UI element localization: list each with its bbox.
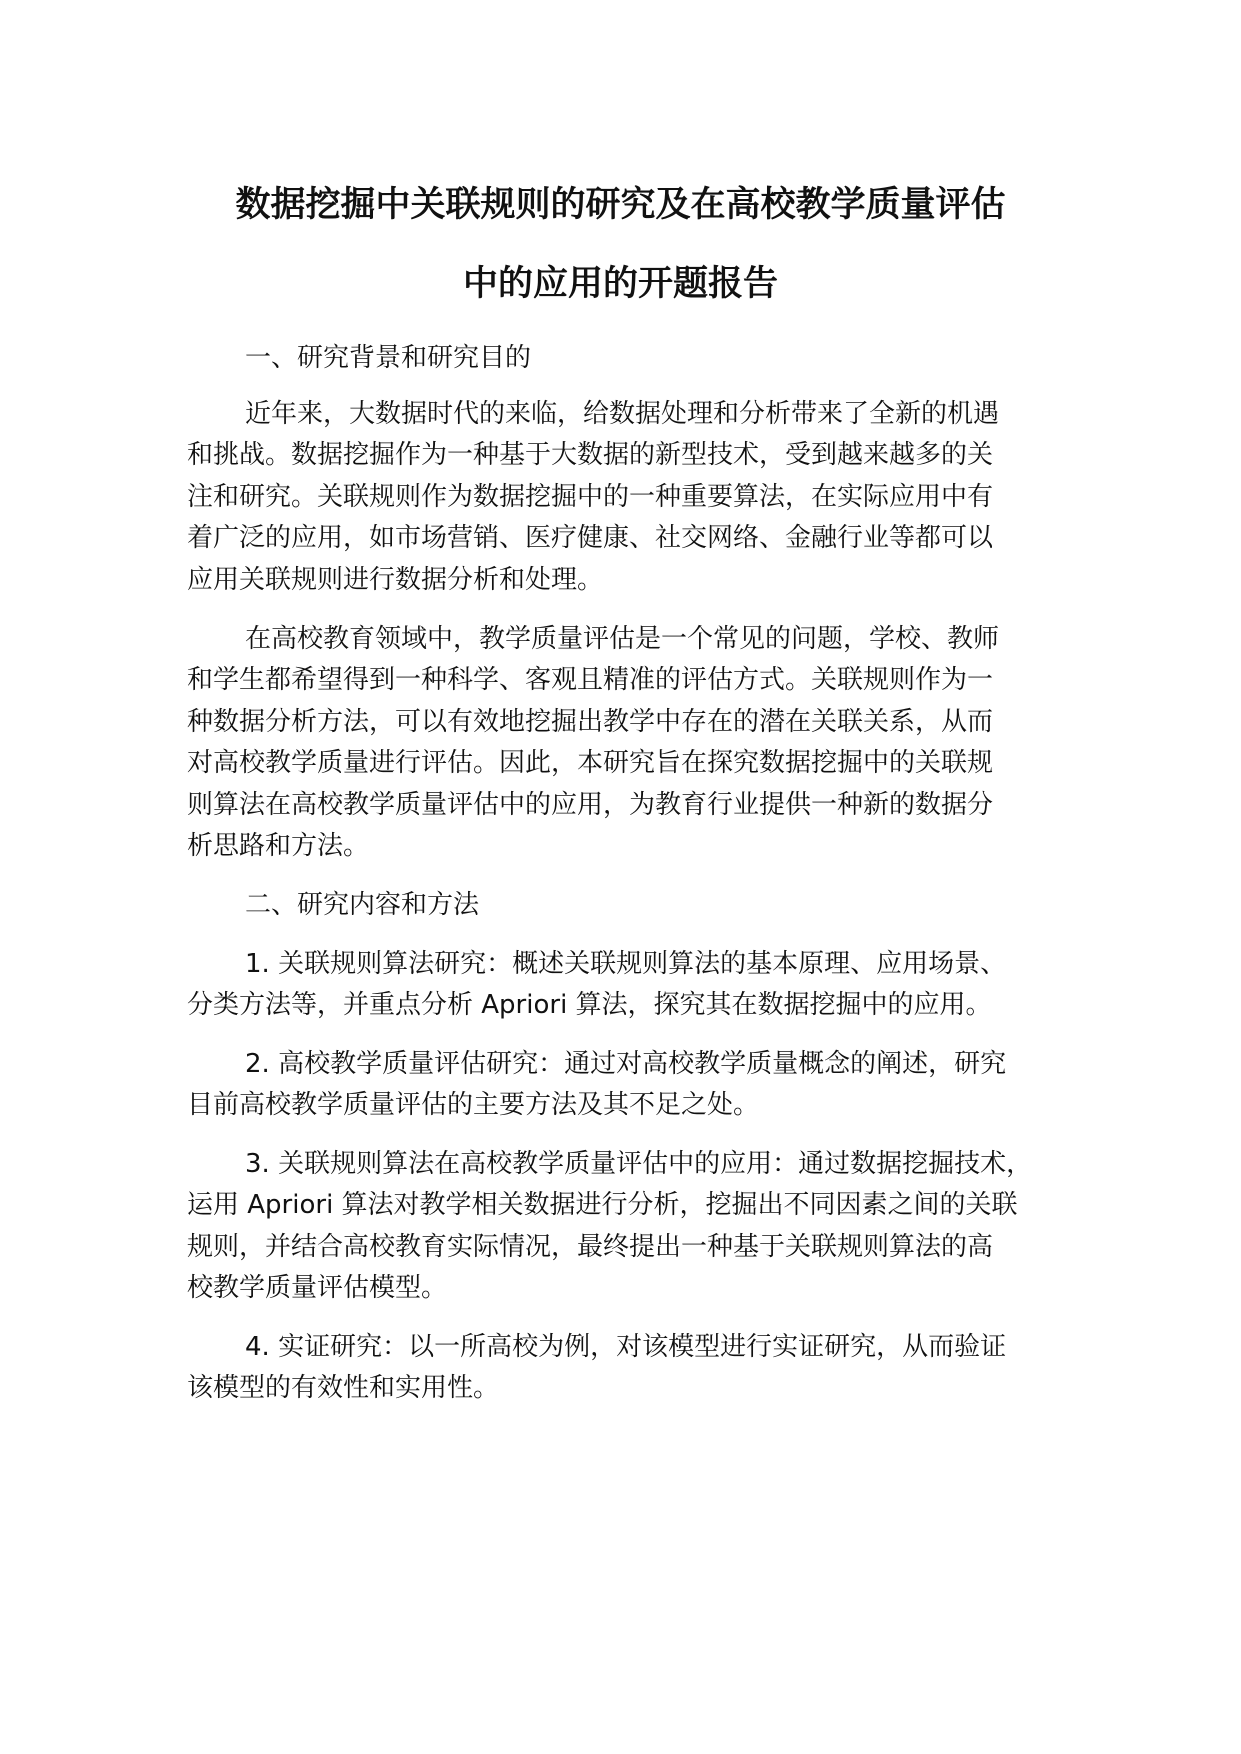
list-item-line: 校教学质量评估模型。 (187, 1273, 448, 1303)
paragraph-line: 和挑战。数据挖掘作为一种基于大数据的新型技术，受到越来越多的关 (187, 440, 994, 470)
list-item-line: 目前高校教学质量评估的主要方法及其不足之处。 (187, 1090, 760, 1120)
paragraph-line: 近年来，大数据时代的来临，给数据处理和分析带来了全新的机遇 (245, 399, 1000, 429)
paragraph-line: 和学生都希望得到一种科学、客观且精准的评估方式。关联规则作为一 (187, 665, 994, 695)
list-item-line: 2. 高校教学质量评估研究：通过对高校教学质量概念的阐述，研究 (245, 1049, 1007, 1079)
section-heading: 一、研究背景和研究目的 (245, 343, 532, 373)
section-heading: 二、研究内容和方法 (245, 890, 480, 920)
paragraph-line: 在高校教育领域中，教学质量评估是一个常见的问题，学校、教师 (245, 624, 1000, 654)
paragraph-line: 注和研究。关联规则作为数据挖掘中的一种重要算法，在实际应用中有 (187, 482, 994, 512)
list-item-line: 1. 关联规则算法研究：概述关联规则算法的基本原理、应用场景、 (245, 949, 1007, 979)
paragraph-line: 对高校教学质量进行评估。因此，本研究旨在探究数据挖掘中的关联规 (187, 748, 994, 778)
list-item-line: 3. 关联规则算法在高校教学质量评估中的应用：通过数据挖掘技术， (245, 1149, 1033, 1179)
paragraph-line: 则算法在高校教学质量评估中的应用，为教育行业提供一种新的数据分 (187, 790, 994, 820)
list-item-line: 分类方法等，并重点分析 Apriori 算法，探究其在数据挖掘中的应用。 (187, 990, 992, 1020)
list-item-line: 4. 实证研究：以一所高校为例，对该模型进行实证研究，从而验证 (245, 1332, 1007, 1362)
paragraph-line: 应用关联规则进行数据分析和处理。 (187, 565, 604, 595)
document-title-line-2: 中的应用的开题报告 (462, 264, 778, 304)
paragraph-line: 析思路和方法。 (187, 831, 370, 861)
list-item-line: 该模型的有效性和实用性。 (187, 1373, 500, 1403)
list-item-line: 运用 Apriori 算法对教学相关数据进行分析，挖掘出不同因素之间的关联 (187, 1190, 1018, 1220)
paragraph-line: 种数据分析方法，可以有效地挖掘出教学中存在的潜在关联关系，从而 (187, 707, 994, 737)
document-title-line-1: 数据挖掘中关联规则的研究及在高校教学质量评估 (235, 185, 1006, 225)
list-item-line: 规则，并结合高校教育实际情况，最终提出一种基于关联规则算法的高 (187, 1232, 994, 1262)
paragraph-line: 着广泛的应用，如市场营销、医疗健康、社交网络、金融行业等都可以 (187, 523, 994, 553)
